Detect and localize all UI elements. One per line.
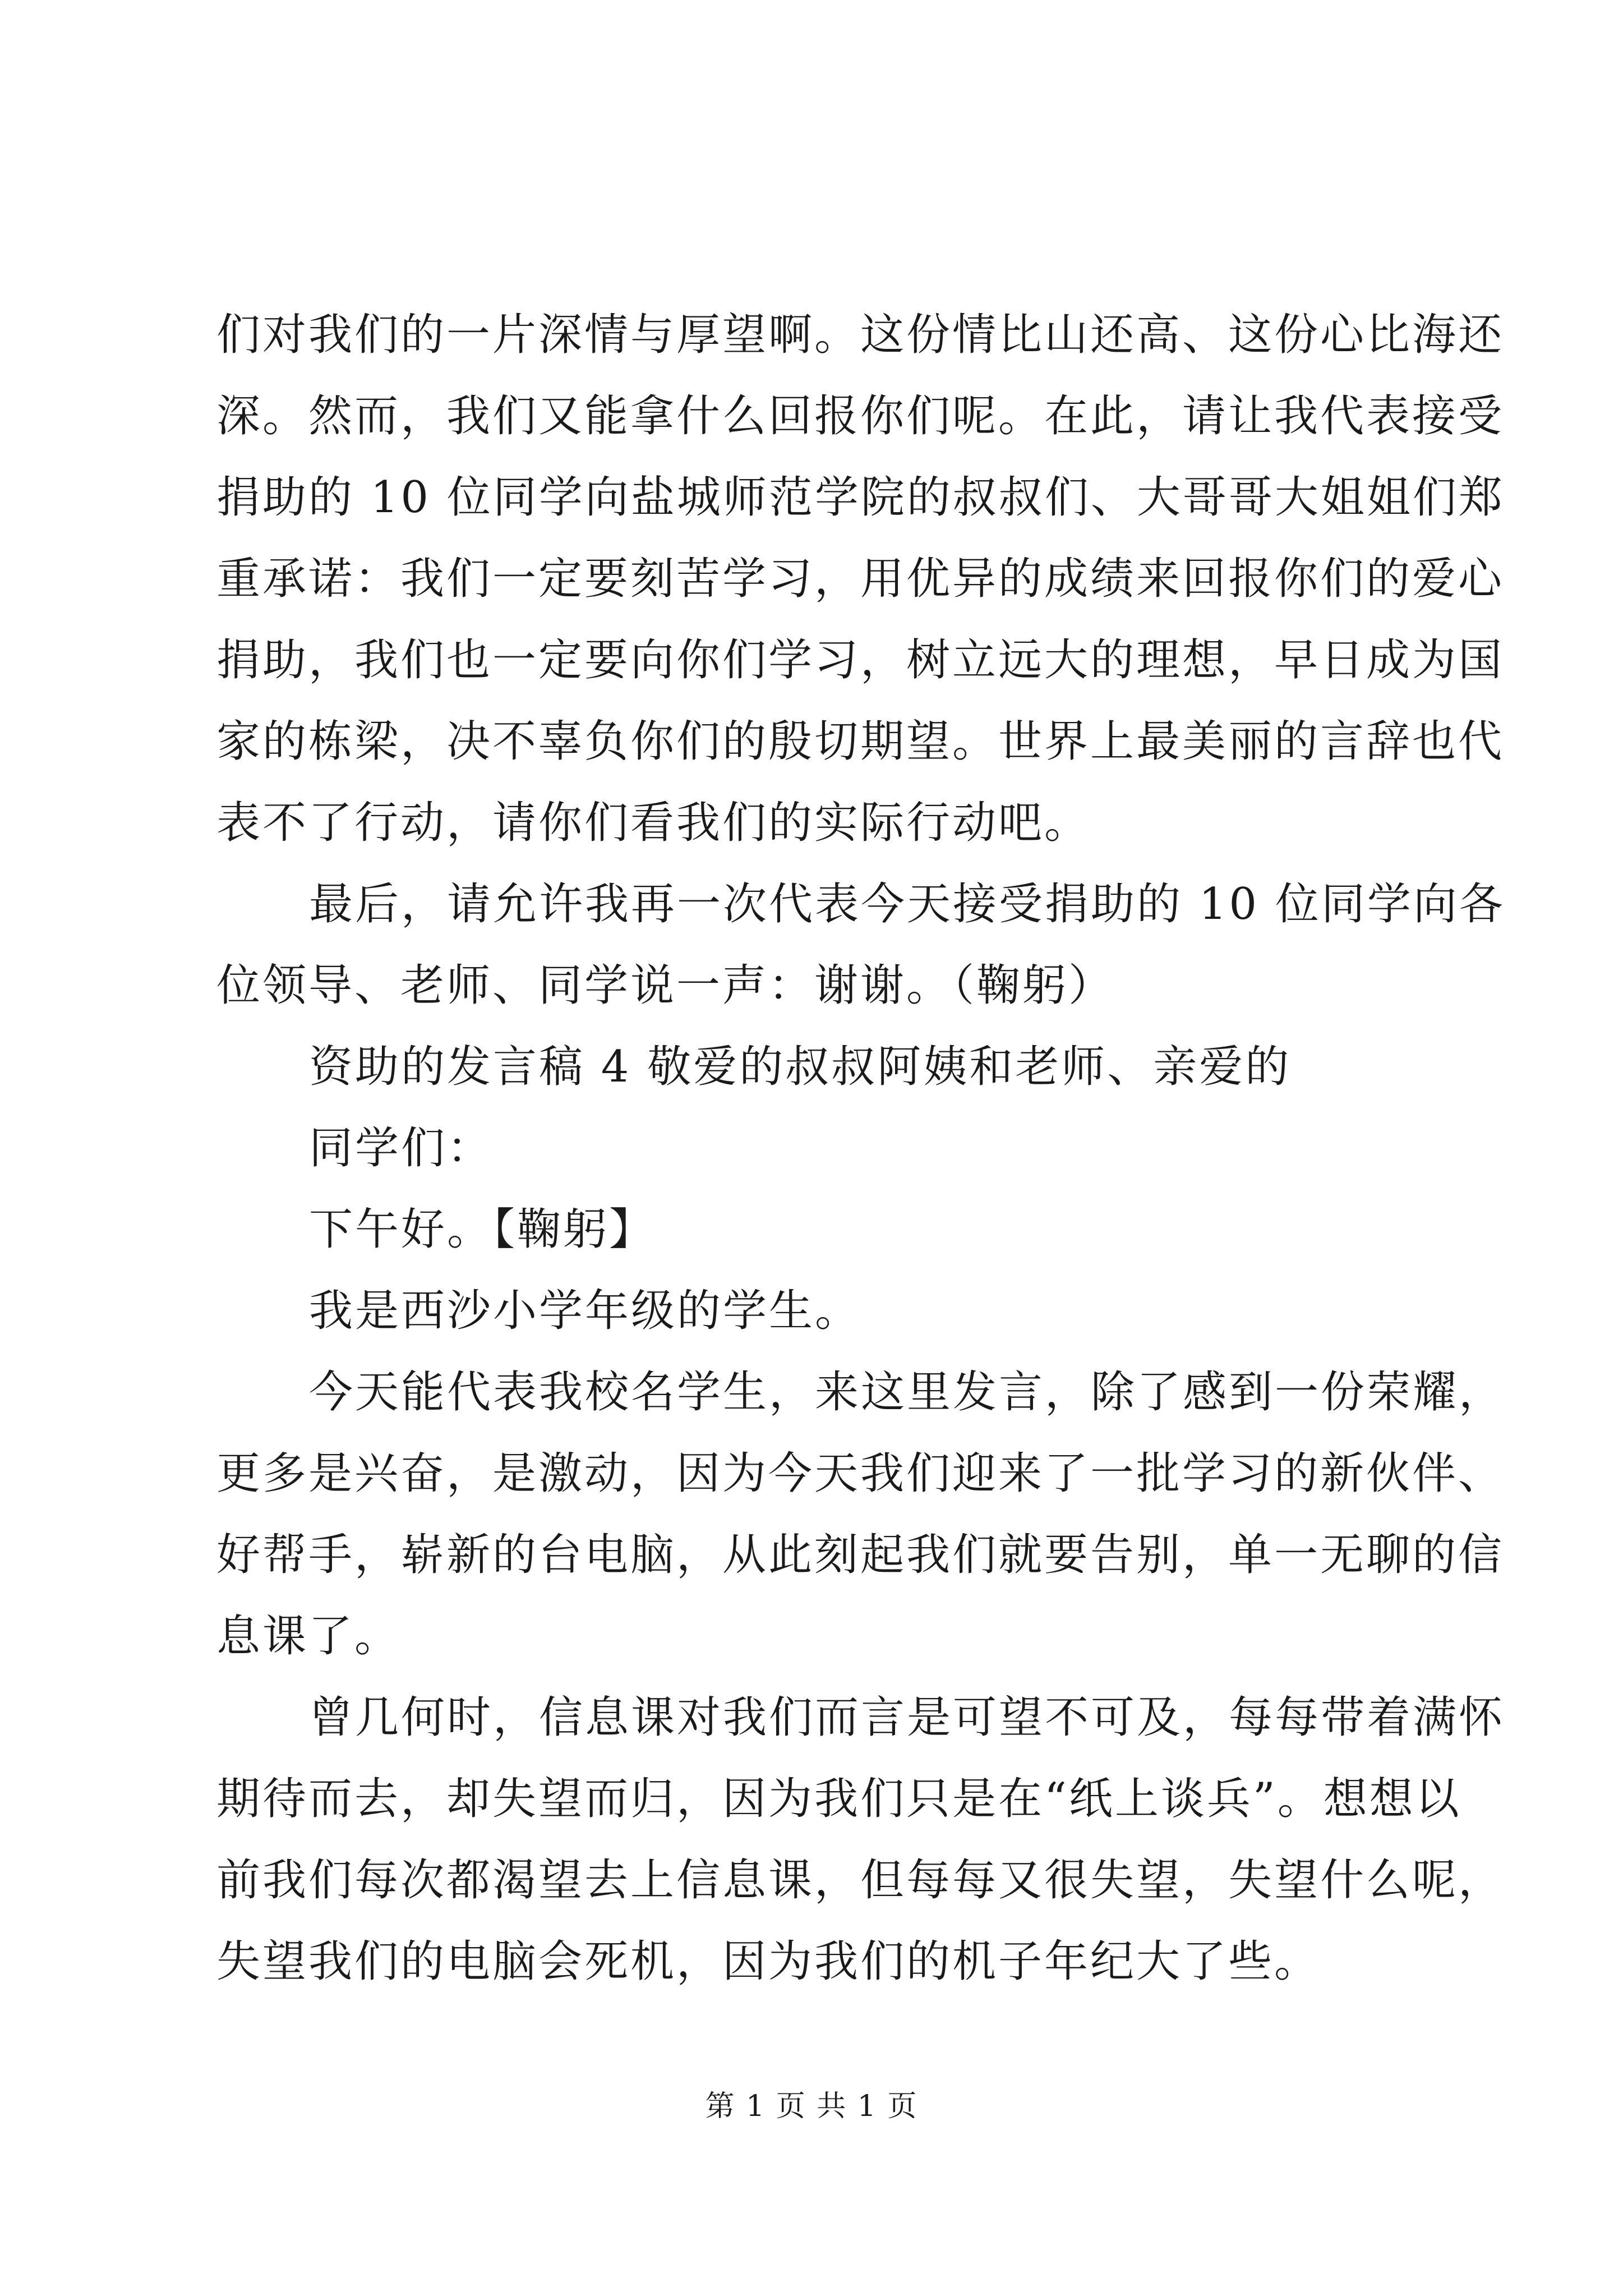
body-line: 好帮手，崭新的台电脑，从此刻起我们就要告别，单一无聊的信: [216, 1530, 1505, 1580]
body-line: 下午好。【鞠躬】: [309, 1204, 656, 1255]
page-number-label: 第 1 页 共 1 页: [705, 2090, 918, 2123]
body-line: 今天能代表我校名学生，来这里发言，除了感到一份荣耀，: [309, 1367, 1505, 1418]
body-line: 资助的发言稿 4 敬爱的叔叔阿姨和老师、亲爱的: [309, 1042, 1292, 1092]
document-body: [216, 295, 1505, 2003]
body-line: 息课了。: [216, 1611, 401, 1662]
body-line: 曾几何时，信息课对我们而言是可望不可及，每每带着满怀: [309, 1692, 1505, 1743]
body-line: 重承诺：我们一定要刻苦学习，用优异的成绩来回报你们的爱心: [216, 554, 1505, 604]
body-line: 同学们：: [309, 1123, 494, 1174]
page-footer: [0, 2087, 1623, 2126]
body-line: 位领导、老师、同学说一声：谢谢。（鞠躬）: [216, 960, 1115, 1011]
body-line: 深。然而，我们又能拿什么回报你们呢。在此，请让我代表接受: [216, 391, 1505, 441]
body-line: 更多是兴奋，是激动，因为今天我们迎来了一批学习的新伙伴、: [216, 1448, 1505, 1499]
body-line: 前我们每次都渴望去上信息课，但每每又很失望，失望什么呢，: [216, 1855, 1505, 1906]
body-line: 们对我们的一片深情与厚望啊。这份情比山还高、这份心比海还: [216, 310, 1505, 360]
body-line: 捐助，我们也一定要向你们学习，树立远大的理想，早日成为国: [216, 635, 1505, 685]
body-line: 家的栋梁，决不辜负你们的殷切期望。世界上最美丽的言辞也代: [216, 716, 1505, 767]
body-line: 失望我们的电脑会死机，因为我们的机子年纪大了些。: [216, 1936, 1321, 1987]
body-line: 最后，请允许我再一次代表今天接受捐助的 10 位同学向各: [309, 879, 1505, 930]
body-line: 我是西沙小学年级的学生。: [309, 1286, 861, 1336]
body-line: 表不了行动，请你们看我们的实际行动吧。: [216, 798, 1091, 848]
body-line: 期待而去，却失望而归，因为我们只是在“纸上谈兵”。想想以: [216, 1774, 1461, 1824]
body-line: 捐助的 10 位同学向盐城师范学院的叔叔们、大哥哥大姐姐们郑: [216, 472, 1505, 523]
